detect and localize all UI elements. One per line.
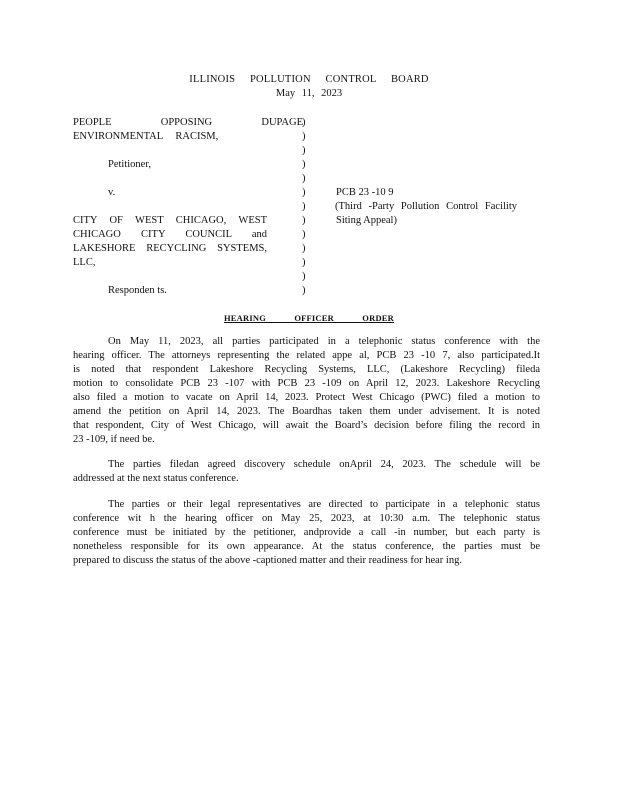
order-heading: HEARING OFFICER ORDER	[223, 313, 394, 323]
text-line: conference wit h the hearing officer on May 25, 2023, at 10:30 a.m. The telephonic status	[73, 513, 540, 524]
case-number: PCB 23 -10 9	[336, 187, 394, 198]
text-line: The parties or their legal representatives are directed to participate in a telephonic status	[108, 499, 540, 510]
text-line: 23 -109, if need be.	[73, 434, 155, 445]
respondent-name-line: LLC,	[73, 257, 96, 268]
petitioner-block	[73, 116, 303, 144]
respondent-name-line: CITY OF WEST CHICAGO, WEST	[73, 215, 267, 226]
text-line: hearing officer. The attorneys representing the related appe al, PCB 23 -10 7, also participated.It	[73, 350, 540, 361]
caption-divider: ) ) ) ) ) ) ) ) ) ) ) ) )	[302, 117, 306, 296]
respondent-name-line: LAKESHORE RECYCLING SYSTEMS,	[73, 243, 267, 254]
text-line: addressed at the next status conference.	[73, 473, 239, 484]
text-line: The parties filedan agreed discovery schedule onApril 24, 2023. The schedule will be	[108, 459, 540, 470]
paragraph-2	[73, 458, 540, 486]
petitioner-name-line: PEOPLE OPPOSING DUPAGE	[73, 117, 303, 128]
agency-title: ILLINOIS POLLUTION CONTROL BOARD	[189, 74, 429, 85]
text-line: that respondent, City of West Chicago, will await the Board’s decision before filing the record in	[73, 420, 540, 431]
text-line: amend the petition on April 14, 2023. The Boardhas taken them under advisement. It is noted	[73, 406, 540, 417]
paragraph-3	[73, 498, 540, 568]
case-info	[335, 186, 517, 228]
respondent-label: Responden ts.	[108, 285, 167, 296]
case-type-line: Siting Appeal)	[336, 215, 397, 226]
text-line: also filed a motion to vacate on April 14, 2023. Protect West Chicago (PWC) filed a motion to	[73, 392, 540, 403]
paragraph-1	[73, 335, 540, 447]
respondent-block	[73, 214, 267, 270]
petitioner-name-line: ENVIRONMENTAL RACISM,	[73, 131, 219, 142]
document-header	[0, 73, 618, 101]
order-date: May 11, 2023	[275, 88, 343, 99]
versus-label: v.	[108, 187, 116, 198]
respondent-name-line: CHICAGO CITY COUNCIL and	[73, 229, 267, 240]
text-line: nonetheless responsible for its own appearance. At the status conference, the parties must be	[73, 541, 540, 552]
text-line: On May 11, 2023, all parties participated in a telephonic status conference with the	[108, 336, 540, 347]
text-line: motion to consolidate PCB 23 -107 with PCB 23 -109 on April 12, 2023. Lakeshore Recycling	[73, 378, 540, 389]
petitioner-label: Petitioner,	[108, 159, 152, 170]
text-line: is noted that respondent Lakeshore Recycling Systems, LLC, (Lakeshore Recycling) fileda	[73, 364, 540, 375]
case-type-line: (Third -Party Pollution Control Facility	[335, 201, 517, 212]
text-line: conference must be initiated by the petitioner, andprovide a call -in number, but each party is	[73, 527, 540, 538]
text-line: prepared to discuss the status of the above -captioned matter and their readiness for hear ing.	[73, 555, 462, 566]
